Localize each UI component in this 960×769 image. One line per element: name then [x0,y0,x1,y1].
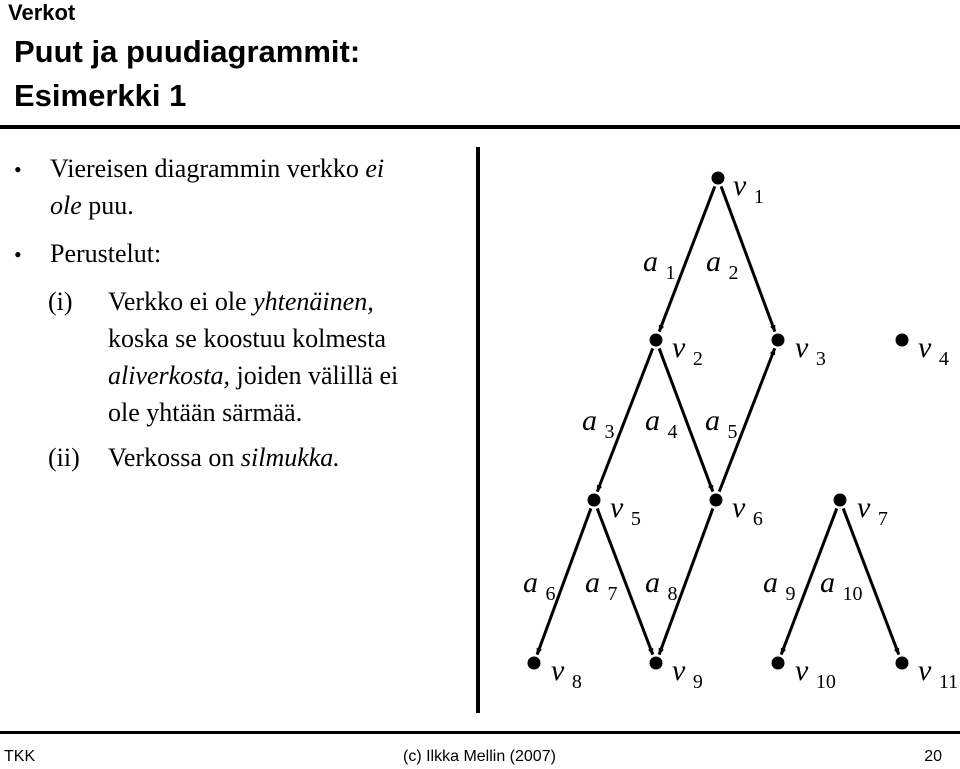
section-label: Verkot [8,0,76,25]
vertex-v6-dot [710,494,723,507]
item-i-line-4: ole yhtään särmää. [108,398,303,427]
vertex-label-v1: v $_1$ [733,169,764,208]
footer-center: (c) Ilkka Mellin (2007) [403,748,556,765]
vertex-v7-dot [834,494,847,507]
item-i-text: Verkko ei ole [108,287,254,316]
vertex-label-v7: v $_7$ [857,491,888,530]
footer-page-number: 20 [924,748,942,765]
explanation-text [0,0,476,731]
item-i-line-2: koska se koostuu kolmesta [108,324,387,353]
vertex-v3-dot [772,334,785,347]
title-line-2: Esimerkki 1 [14,78,187,113]
bullet-1-line-2 [50,187,134,224]
vertex-v11-dot [896,657,909,670]
vertex-label-v2: v $_2$ [672,331,703,370]
bullet-1-italic-2: ole [50,191,82,220]
item-ii-text: Verkossa on [108,443,241,472]
vertex-label-v10: v $_{10}$ [795,654,836,693]
bullet-1-text: Viereisen diagrammin verkko [50,154,366,183]
edge-a5-arrow [719,348,774,491]
edge-label-a7: a $_7$ [585,566,618,605]
item-i-line-1 [108,283,374,320]
vertex-v10-dot [772,657,785,670]
vertex-v9-dot [650,657,663,670]
footer-left: TKK [4,748,36,765]
item-i-italic: yhtenäinen, [253,287,374,316]
item-ii-marker: (ii) [48,443,80,472]
vertex-label-v4: v $_4$ [918,331,949,370]
bullet-marker: • [14,242,22,267]
edge-a2-arrow [721,186,775,331]
edge-label-a10: a $_{10}$ [820,566,863,605]
bullet-marker: • [14,157,22,182]
edge-label-a8: a $_8$ [645,566,678,605]
bullet-1-italic: ei [365,154,385,183]
vertex-label-v11: v $_{11}$ [918,654,959,693]
edge-label-a3: a $_3$ [582,404,615,443]
bullet-2-line-1: Perustelut: [50,239,162,268]
edge-label-a2: a $_2$ [706,245,739,284]
vertex-label-v3: v $_3$ [795,331,826,370]
item-ii-line-1 [108,439,340,476]
item-ii-italic: silmukka. [240,443,340,472]
footer-divider [0,731,960,734]
item-i-marker: (i) [48,287,73,316]
vertex-v4-dot [896,334,909,347]
vertex-v5-dot [588,494,601,507]
vertex-label-v9: v $_9$ [672,654,703,693]
edge-a10-arrow [843,508,899,654]
vertex-label-v8: v $_8$ [551,654,582,693]
edge-label-a4: a $_4$ [645,404,678,443]
title-line-1: Puut ja puudiagrammit: [14,34,361,69]
bullet-1-line-1 [50,150,384,187]
edge-label-a5: a $_5$ [705,404,738,443]
vertex-v8-dot [528,657,541,670]
item-i-italic-2: aliverkosta, [108,361,231,390]
item-i-text-3: joiden välillä ei [230,361,399,390]
edge-label-a9: a $_9$ [763,566,796,605]
bullet-1-text-2: puu. [81,191,134,220]
vertex-v1-dot [712,172,725,185]
item-i-line-3 [108,357,398,394]
tree-diagram [480,140,960,715]
edge-label-a6: a $_6$ [523,566,556,605]
edge-label-a1: a $_1$ [643,245,676,284]
vertex-v2-dot [650,334,663,347]
vertex-label-v5: v $_5$ [610,491,641,530]
vertex-label-v6: v $_6$ [732,491,763,530]
